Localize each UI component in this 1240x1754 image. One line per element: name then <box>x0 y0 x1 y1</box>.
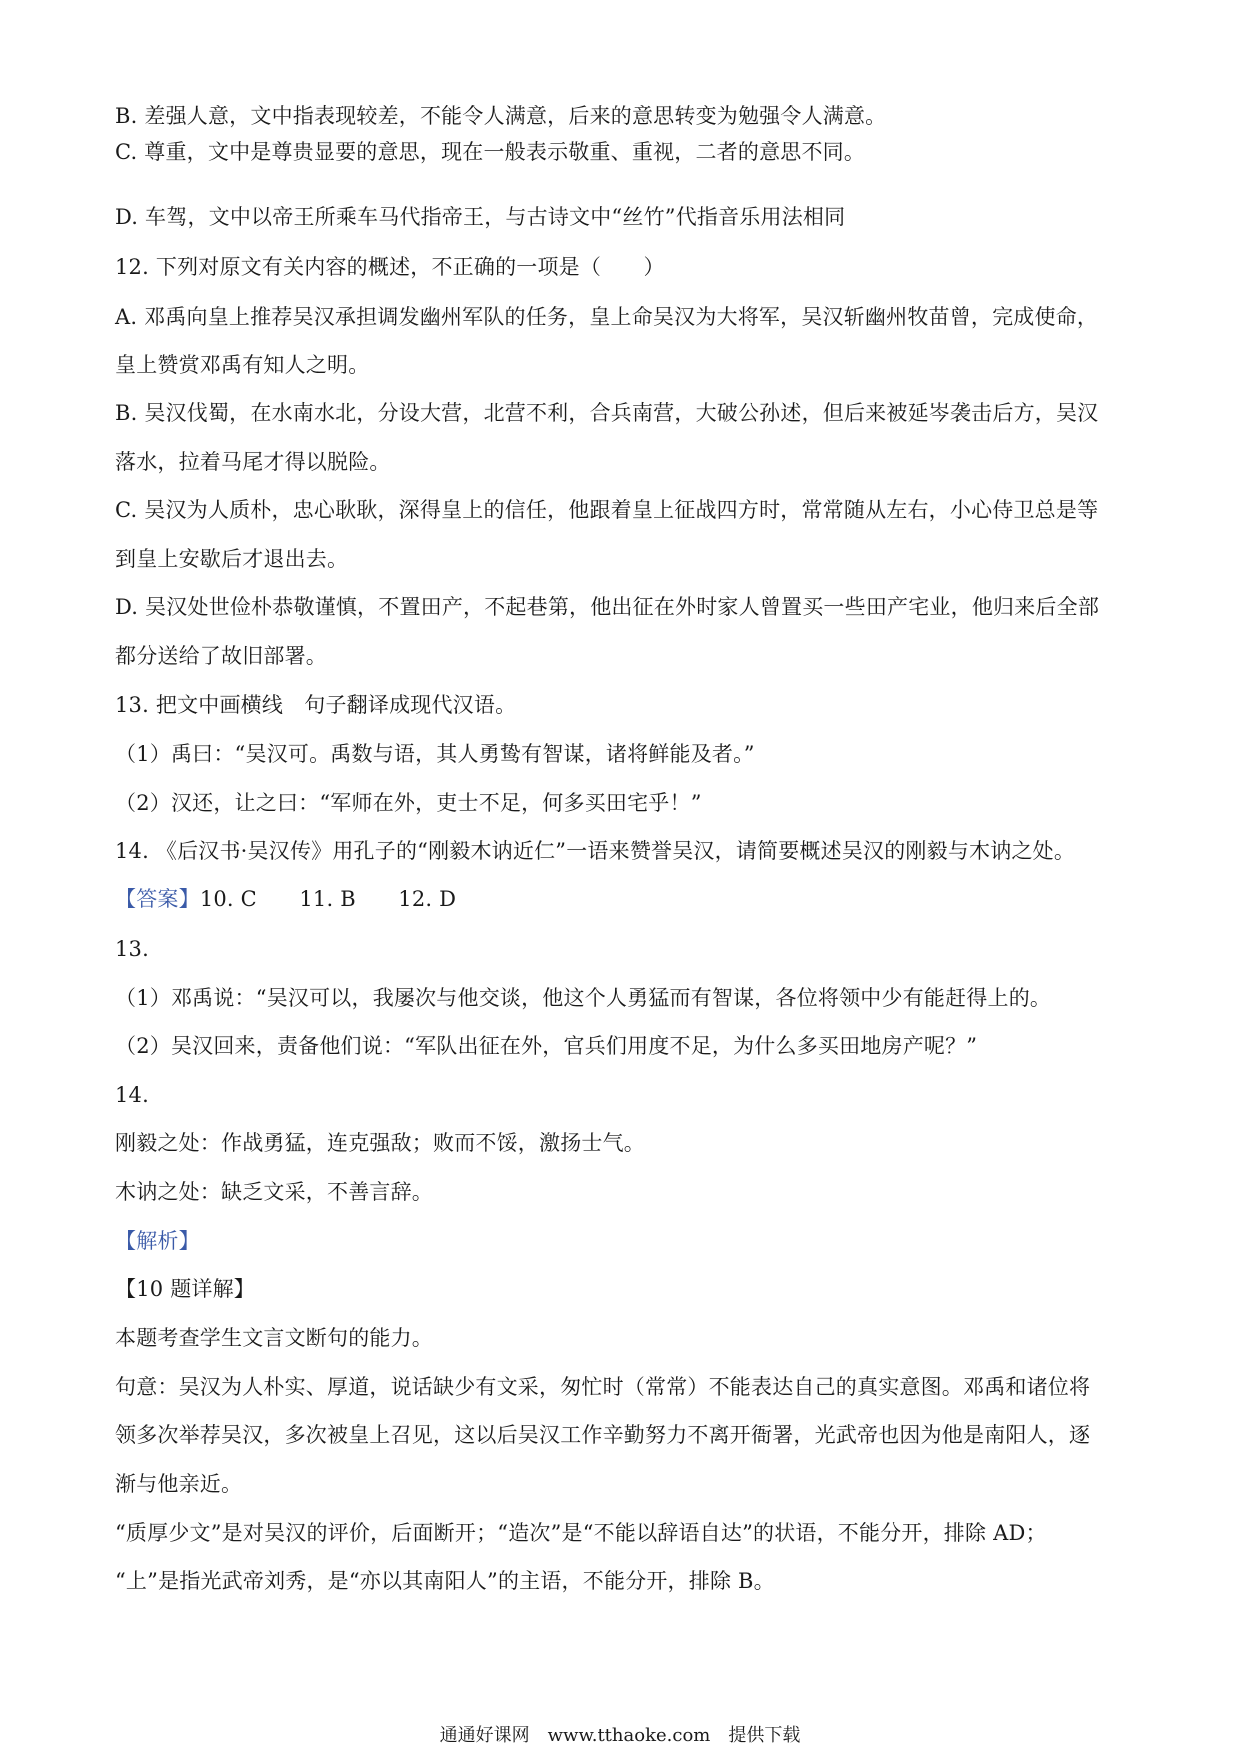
analysis-label: 【解析】 <box>115 1229 200 1253</box>
q12-option-d-line2: 都分送给了故旧部署。 <box>115 644 327 668</box>
option-d-line: D. 车驾，文中以帝王所乘车马代指帝王，与古诗文中“丝竹”代指音乐用法相同 <box>115 205 846 229</box>
answer-14-taciturnity: 木讷之处：缺乏文采，不善言辞。 <box>115 1180 433 1204</box>
q10-meaning-line2: 领多次举荐吴汉，多次被皇上召见，这以后吴汉工作辛勤努力不离开衙署，光武帝也因为他是南阳人，逐 <box>115 1423 1091 1447</box>
q12-option-a-line2: 皇上赞赏邓禹有知人之明。 <box>115 353 370 377</box>
option-c-line: C. 尊重，文中是尊贵显要的意思，现在一般表示敬重、重视，二者的意思不同。 <box>115 140 866 164</box>
q12-option-c-line1: C. 吴汉为人质朴，忠心耿耿，深得皇上的信任，他跟着皇上征战四方时，常常随从左右，小心侍卫总是等 <box>115 498 1099 522</box>
q10-explanation-line1: “质厚少文”是对吴汉的评价，后面断开；“造次”是“不能以辞语自达”的状语，不能分开，排除 AD； <box>115 1521 1047 1545</box>
q10-explanation-line2: “上”是指光武帝刘秀，是“亦以其南阳人”的主语，不能分开，排除 B。 <box>115 1569 775 1593</box>
footer-watermark: 通通好课网 www.tthaoke.com 提供下载 <box>439 1725 801 1746</box>
q12-option-a-line1: A. 邓禹向皇上推荐吴汉承担调发幽州军队的任务，皇上命吴汉为大将军，吴汉斩幽州牧苗曾，完成使命， <box>115 305 1099 329</box>
question-12: 12. 下列对原文有关内容的概述，不正确的一项是（ ） <box>115 255 665 279</box>
answer-line <box>115 884 1135 914</box>
question-13: 13. 把文中画横线 句子翻译成现代汉语。 <box>115 693 517 717</box>
option-b-line: B. 差强人意，文中指表现较差，不能令人满意，后来的意思转变为勉强令人满意。 <box>115 104 887 128</box>
answer-13-part-1: （1）邓禹说：“吴汉可以，我屡次与他交谈，他这个人勇猛而有智谋，各位将领中少有能赶得上的。 <box>115 986 1052 1010</box>
answer-choices: 10. C 11. B 12. D <box>199 887 457 911</box>
answer-14-heading: 14. <box>115 1083 149 1107</box>
q10-detail-intro: 本题考查学生文言文断句的能力。 <box>115 1326 433 1350</box>
question-14: 14. 《后汉书·吴汉传》用孔子的“刚毅木讷近仁”一语来赞誉吴汉，请简要概述吴汉的刚毅与木讷之处。 <box>115 839 1076 863</box>
q12-option-d-line1: D. 吴汉处世俭朴恭敬谨慎，不置田产，不起巷第，他出征在外时家人曾置买一些田产宅业，他归来后全部 <box>115 595 1100 619</box>
answer-13-part-2: （2）吴汉回来，责备他们说：“军队出征在外，官兵们用度不足，为什么多买田地房产呢？” <box>115 1034 978 1058</box>
q12-option-c-line2: 到皇上安歇后才退出去。 <box>115 547 349 571</box>
q12-option-b-line2: 落水，拉着马尾才得以脱险。 <box>115 450 391 474</box>
answer-13-heading: 13. <box>115 937 149 961</box>
q10-meaning-line1: 句意：吴汉为人朴实、厚道，说话缺少有文采，匆忙时（常常）不能表达自己的真实意图。邓禹和诸位将 <box>115 1375 1091 1399</box>
answer-14-firmness: 刚毅之处：作战勇猛，连克强敌；败而不馁，激扬士气。 <box>115 1131 645 1155</box>
q13-sentence-1: （1）禹曰：“吴汉可。禹数与语，其人勇鸷有智谋，诸将鲜能及者。” <box>115 742 755 766</box>
q10-meaning-line3: 渐与他亲近。 <box>115 1472 243 1496</box>
q12-option-b-line1: B. 吴汉伐蜀，在水南水北，分设大营，北营不利，合兵南营，大破公孙述，但后来被延岑袭击后方，吴汉 <box>115 401 1099 425</box>
q13-sentence-2: （2）汉还，让之曰：“军师在外，吏士不足，何多买田宅乎！” <box>115 791 702 815</box>
q10-detail-heading: 【10 题详解】 <box>115 1277 255 1301</box>
answer-label: 【答案】 <box>115 887 200 911</box>
